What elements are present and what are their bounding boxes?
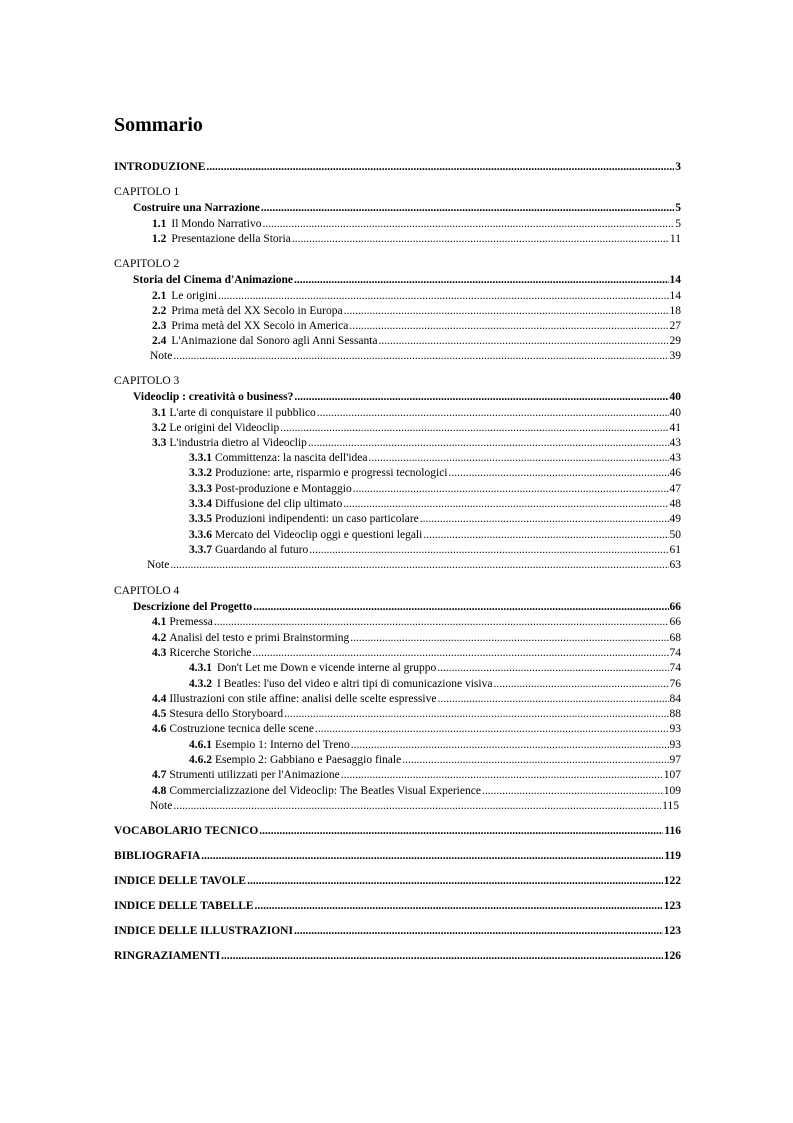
toc-page-number: 49 [669,513,681,525]
leader-dots [317,406,669,420]
toc-page-number: 29 [669,335,681,347]
toc-page-number: 3 [675,161,681,173]
leader-dots [284,707,668,721]
toc-entry-ringraziamenti[interactable] [114,949,681,963]
page-title: Sommario [114,114,203,136]
toc-label: INDICE DELLE TABELLE [114,900,254,912]
leader-dots [218,289,668,303]
leader-dots [280,421,668,435]
leader-dots [170,558,668,572]
toc-page-number: 123 [663,900,681,912]
toc-entry[interactable] [152,784,681,798]
toc-page-number: 76 [669,678,681,690]
toc-label: Prima metà del XX Secolo in Europa [171,305,343,317]
toc-page-number: 66 [669,616,681,628]
leader-dots [353,482,669,496]
toc-entry-indice-tavole[interactable] [114,874,681,888]
toc-label: RINGRAZIAMENTI [114,950,221,962]
leader-dots [449,466,669,480]
toc-page-number: 119 [664,850,681,862]
leader-dots [351,738,669,752]
toc-label: Note [150,350,173,362]
leader-dots [292,232,669,246]
section-number: 4.6.2 [189,754,212,766]
leader-dots [341,768,663,782]
toc-page-number: 14 [669,274,681,286]
section-number: 3.3.5 [189,513,212,525]
toc-page-number: 41 [669,422,681,434]
toc-entry-note[interactable] [150,349,681,363]
section-number: 4.8 [152,785,167,797]
leader-dots [343,497,668,511]
toc-page-number: 107 [663,769,681,781]
toc-entry[interactable] [152,707,681,721]
section-number: 3.1 [152,407,167,419]
toc-label: Costruzione tecnica delle scene [169,723,315,735]
toc-entry[interactable] [152,692,681,706]
toc-entry-sub[interactable] [189,482,681,496]
toc-label: Le origini [171,290,218,302]
leader-dots [344,304,669,318]
section-number: 4.3 [152,647,167,659]
toc-entry-chapter-title[interactable] [133,600,681,614]
toc-label: Analisi del testo e primi Brainstorming [169,632,350,644]
section-number: 3.3.3 [189,483,212,495]
section-number: 4.5 [152,708,167,720]
toc-label: Descrizione del Progetto [133,601,253,613]
leader-dots [402,753,668,767]
toc-label: Strumenti utilizzati per l'Animazione [169,769,340,781]
leader-dots [437,661,668,675]
toc-label: Diffusione del clip ultimato [215,498,343,510]
section-number: 2.4 [152,335,167,347]
leader-dots [379,334,669,348]
leader-dots [315,722,668,736]
toc-label: Mercato del Videoclip oggi e questioni legali [215,529,423,541]
toc-page-number: 14 [669,290,681,302]
toc-page-number: 40 [669,391,681,403]
toc-entry[interactable] [152,334,681,348]
toc-label: Videoclip : creatività o business? [133,391,294,403]
toc-page-number: 74 [669,662,681,674]
leader-dots [423,528,668,542]
toc-page-number: 116 [664,825,681,837]
toc-label: L'industria dietro al Videoclip [169,437,307,449]
toc-entry-note[interactable] [147,558,681,572]
toc-entry-indice-illustrazioni[interactable] [114,924,681,938]
toc-page-number: 97 [669,754,681,766]
toc-label: Note [147,559,170,571]
chapter-heading: CAPITOLO 2 [114,258,180,270]
toc-label: INDICE DELLE TAVOLE [114,875,247,887]
section-number: 4.6 [152,723,167,735]
leader-dots [294,273,668,287]
toc-label: Il Mondo Narrativo [171,218,262,230]
toc-page-number: 122 [663,875,681,887]
toc-page-number: 43 [669,437,681,449]
leader-dots [261,201,674,215]
toc-label: Ricerche Storiche [169,647,252,659]
leader-dots [493,677,668,691]
leader-dots [482,784,663,798]
toc-entry-introduzione[interactable] [114,160,681,174]
toc-page-number: 39 [669,350,681,362]
section-number: 4.7 [152,769,167,781]
toc-label: Esempio 2: Gabbiano e Paesaggio finale [215,754,402,766]
toc-label: L'Animazione dal Sonoro agli Anni Sessanta [171,335,378,347]
toc-entry-sub[interactable] [189,661,681,675]
toc-entry-sub[interactable] [189,497,681,511]
toc-entry-sub[interactable] [189,466,681,480]
toc-page-number: 43 [669,452,681,464]
leader-dots [350,631,668,645]
section-number: 3.3.2 [189,467,212,479]
toc-page-number: 11 [669,233,681,245]
toc-entry-bibliografia[interactable] [114,849,681,863]
toc-entry[interactable] [152,615,681,629]
leader-dots [349,319,668,333]
section-number: 4.3.1 [189,662,212,674]
section-number: 3.3 [152,437,167,449]
toc-entry-sub[interactable] [189,753,681,767]
leader-dots [368,451,668,465]
toc-entry[interactable] [152,406,681,420]
toc-page-number: 46 [669,467,681,479]
toc-page-number: 126 [663,950,681,962]
toc-entry-note[interactable] [150,799,679,813]
toc-entry[interactable] [152,631,681,645]
toc-entry-sub[interactable] [189,738,681,752]
leader-dots [437,692,668,706]
toc-label: Produzione: arte, risparmio e progressi tecnologici [215,467,448,479]
toc-page-number: 84 [669,693,681,705]
toc-label: L'arte di conquistare il pubblico [169,407,316,419]
toc-entry[interactable] [152,722,681,736]
toc-page-number: 5 [675,202,681,214]
toc-entry[interactable] [152,304,681,318]
toc-page-number: 63 [669,559,681,571]
toc-label: Stesura dello Storyboard [169,708,284,720]
chapter-heading: CAPITOLO 3 [114,375,180,387]
toc-entry-chapter-title[interactable] [133,201,681,215]
section-number: 2.1 [152,290,167,302]
leader-dots [255,899,663,913]
toc-page-number: 88 [669,708,681,720]
chapter-heading: CAPITOLO 1 [114,186,180,198]
leader-dots [308,436,669,450]
toc-entry[interactable] [152,319,681,333]
toc-label: Produzioni indipendenti: un caso particolare [215,513,419,525]
toc-page-number: 74 [669,647,681,659]
leader-dots [173,799,661,813]
section-number: 3.3.7 [189,544,212,556]
toc-page-number: 93 [669,723,681,735]
leader-dots [252,646,668,660]
leader-dots [253,600,668,614]
toc-entry-sub[interactable] [189,677,681,691]
leader-dots [206,160,674,174]
toc-label: I Beatles: l'uso del video e altri tipi di comunicazione visiva [217,678,493,690]
toc-label: Premessa [169,616,213,628]
toc-label: Commercializzazione del Videoclip: The Beatles Visual Experience [169,785,481,797]
toc-entry-sub[interactable] [189,528,681,542]
toc-label: VOCABOLARIO TECNICO [114,825,259,837]
toc-page-number: 50 [669,529,681,541]
toc-label: BIBLIOGRAFIA [114,850,201,862]
toc-label: INDICE DELLE ILLUSTRAZIONI [114,925,293,937]
leader-dots [221,949,663,963]
section-number: 3.3.4 [189,498,212,510]
toc-entry[interactable] [152,436,681,450]
leader-dots [420,512,669,526]
leader-dots [262,217,674,231]
toc-label: Don't Let me Down e vicende interne al gruppo [217,662,437,674]
toc-label: Prima metà del XX Secolo in America [171,320,349,332]
toc-page-number: 48 [669,498,681,510]
toc-label: Guardando al futuro [215,544,309,556]
leader-dots [259,824,663,838]
toc-entry[interactable] [152,217,681,231]
toc-entry[interactable] [152,768,681,782]
toc-entry[interactable] [152,232,681,246]
leader-dots [294,924,663,938]
toc-entry-vocabolario[interactable] [114,824,681,838]
toc-page-number: 93 [669,739,681,751]
section-number: 1.1 [152,218,167,230]
toc-page-number: 40 [669,407,681,419]
section-number: 2.3 [152,320,167,332]
toc-page-number: 115 [662,800,679,812]
toc-page-number: 5 [675,218,681,230]
toc-page-number: 61 [669,544,681,556]
leader-dots [294,390,668,404]
section-number: 2.2 [152,305,167,317]
toc-entry-sub[interactable] [189,451,681,465]
toc-label: Note [150,800,173,812]
toc-label: Le origini del Videoclip [169,422,280,434]
leader-dots [173,349,668,363]
toc-label: Esempio 1: Interno del Treno [215,739,350,751]
section-number: 4.4 [152,693,167,705]
toc-entry[interactable] [152,646,681,660]
chapter-heading: CAPITOLO 4 [114,585,180,597]
toc-entry-sub[interactable] [189,512,681,526]
section-number: 4.1 [152,616,167,628]
toc-entry-chapter-title[interactable] [133,273,681,287]
section-number: 3.3.1 [189,452,212,464]
section-number: 4.2 [152,632,167,644]
toc-entry-chapter-title[interactable] [133,390,681,404]
toc-entry-sub[interactable] [189,543,681,557]
leader-dots [201,849,663,863]
section-number: 3.2 [152,422,167,434]
toc-entry-indice-tabelle[interactable] [114,899,681,913]
toc-page-number: 109 [663,785,681,797]
toc-label: INTRODUZIONE [114,161,206,173]
toc-page-number: 68 [669,632,681,644]
section-number: 4.3.2 [189,678,212,690]
toc-label: Costruire una Narrazione [133,202,260,214]
section-number: 4.6.1 [189,739,212,751]
toc-page-number: 47 [669,483,681,495]
toc-label: Presentazione della Storia [171,233,291,245]
leader-dots [309,543,668,557]
leader-dots [247,874,663,888]
section-number: 1.2 [152,233,167,245]
toc-label: Illustrazioni con stile affine: analisi delle scelte espressive [169,693,437,705]
toc-label: Storia del Cinema d'Animazione [133,274,294,286]
section-number: 3.3.6 [189,529,212,541]
toc-label: Committenza: la nascita dell'idea [215,452,368,464]
toc-page-number: 66 [669,601,681,613]
toc-page-number: 123 [663,925,681,937]
toc-entry[interactable] [152,421,681,435]
toc-entry[interactable] [152,289,681,303]
toc-page-number: 18 [669,305,681,317]
leader-dots [214,615,669,629]
toc-page-number: 27 [669,320,681,332]
toc-label: Post-produzione e Montaggio [215,483,352,495]
